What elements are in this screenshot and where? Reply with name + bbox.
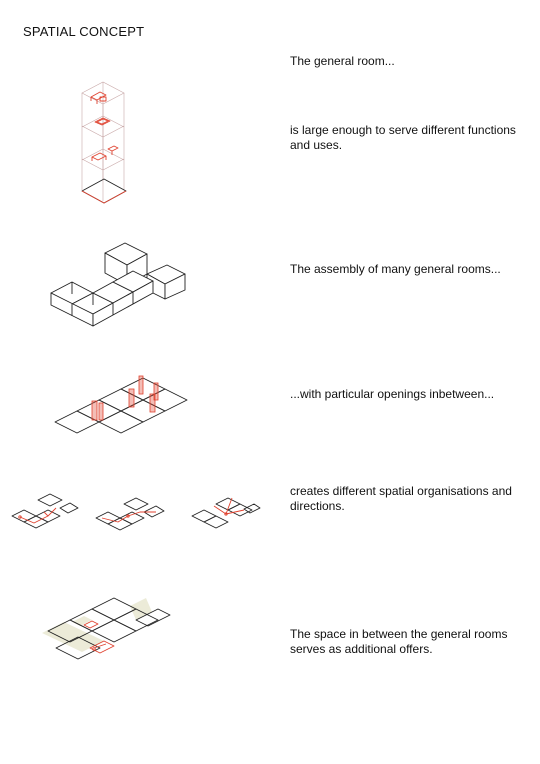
page-title: SPATIAL CONCEPT	[23, 24, 145, 39]
caption-space-between: The space in between the general rooms serves as additional offers.	[290, 627, 508, 656]
caption-functions: is large enough to serve different functions and uses.	[290, 123, 516, 152]
opening-icon	[92, 401, 103, 420]
furniture-icon	[92, 146, 118, 161]
diagram-in-between-space	[42, 598, 170, 659]
caption-assembly: The assembly of many general rooms...	[290, 262, 501, 276]
diagram-stacked-room	[82, 82, 126, 203]
caption-organisations: creates different spatial organisations and directions.	[290, 484, 512, 513]
opening-icon	[129, 389, 134, 407]
organisation-variant-b	[96, 498, 164, 530]
caption-general-room: The general room...	[290, 54, 395, 68]
diagram-openings	[55, 376, 187, 433]
opening-icon	[150, 394, 155, 412]
diagram-room-assembly	[51, 243, 185, 326]
caption-openings: ...with particular openings inbetween...	[290, 387, 495, 401]
organisation-variant-a	[12, 494, 78, 528]
organisation-variant-c	[192, 498, 260, 528]
furniture-icon	[91, 92, 106, 104]
diagram-organisations	[12, 494, 260, 530]
